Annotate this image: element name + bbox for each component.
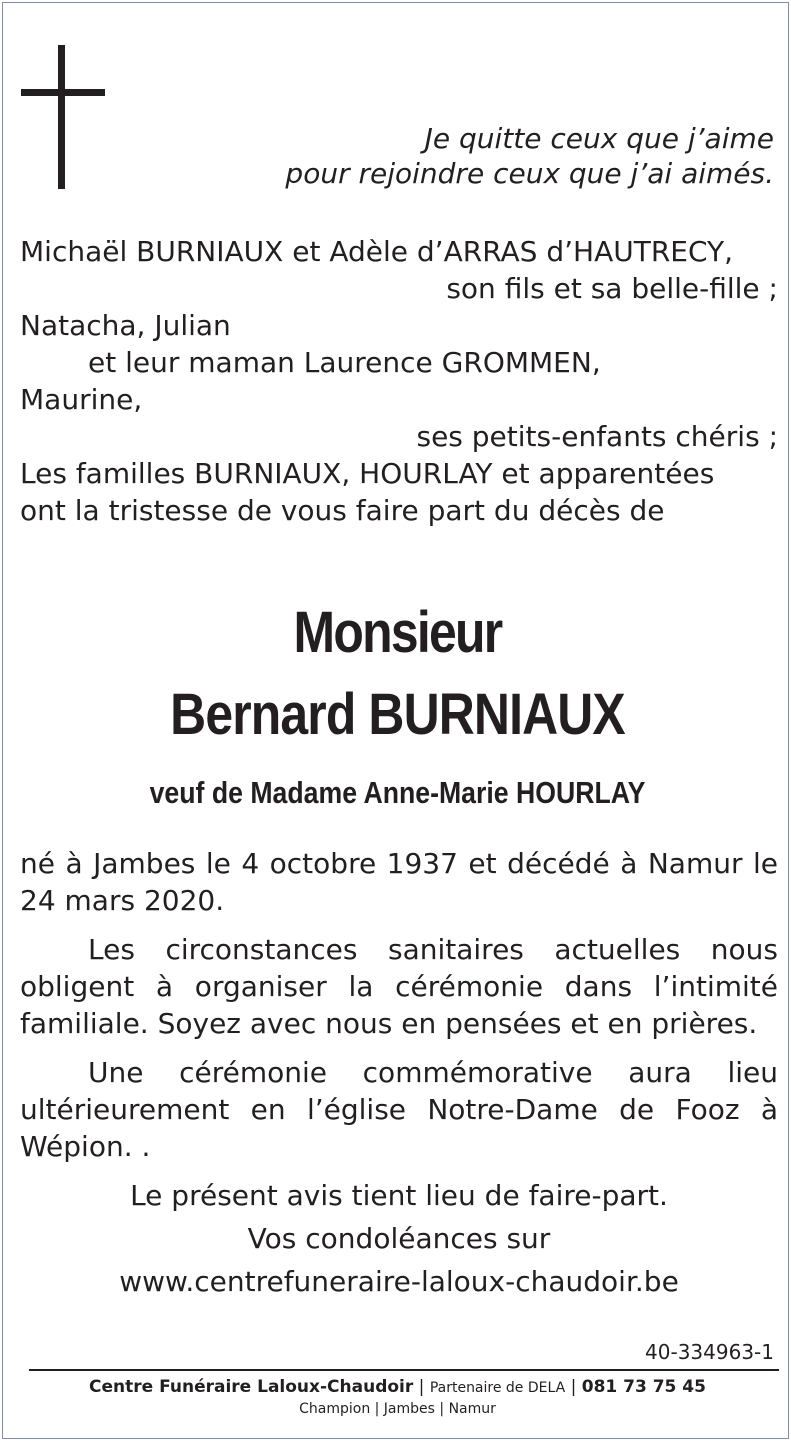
son-names: Michaël BURNIAUX et Adèle d’ARRAS d’HAUTRECY, [20,235,734,268]
deceased-name: Bernard BURNIAUX [170,682,625,747]
grandchildren-line-1: Natacha, Julian [20,309,231,342]
condolences-text: Vos condoléances sur [247,1222,551,1255]
widower-line: veuf de Madame Anne-Marie HOURLAY [149,775,646,810]
footer-separator: | [570,1377,577,1397]
grandchildren-line-3: Maurine, [20,383,143,416]
footer-company-line [3,1375,789,1400]
phone-number: 081 73 75 45 [581,1377,706,1397]
footer-separator: | [418,1377,425,1397]
son-role: son fils et sa belle-fille ; [446,272,778,305]
obituary-notice [2,2,789,1439]
grandchildren-role: ses petits-enfants chéris ; [416,420,778,453]
grandchildren-line-2: et leur maman Laurence GROMMEN, [88,346,601,379]
reference-number: 40-334963-1 [645,1340,774,1364]
company-name: Centre Funéraire Laloux-Chaudoir [89,1377,414,1397]
families-line: Les familles BURNIAUX, HOURLAY et apparentées [20,457,715,490]
notice-text: Le présent avis tient lieu de faire-part. [130,1179,668,1212]
epigraph-line-2: pour rejoindre ceux que j’ai aimés. [285,157,774,190]
partner-text: Partenaire de DELA [429,1380,566,1396]
epigraph-line-1: Je quitte ceux que j’aime [424,122,774,155]
website-link[interactable]: www.centrefuneraire-laloux-chaudoir.be [119,1265,679,1298]
announcement-line: ont la tristesse de vous faire part du décès de [20,494,665,527]
family-section [20,233,778,529]
latin-cross-icon [21,45,105,189]
epigraph [285,121,774,191]
details-section [20,845,778,1300]
footer-divider [29,1369,779,1371]
deceased-honorific: Monsieur [293,600,502,665]
memorial-text: Une cérémonie commémorative aura lieu ultérieurement en l’église Notre-Dame de Fooz à Wépion. . [20,1056,778,1163]
birth-death-text: né à Jambes le 4 octobre 1937 et décédé à Namur le 24 mars 2020. [20,847,778,917]
ceremony-text: Les circonstances sanitaires actuelles nous obligent à organiser la cérémonie dans l’intimité familiale. Soyez avec nous en pensées et en prières. [20,933,778,1040]
footer-locations: Champion | Jambes | Namur [299,1401,496,1417]
